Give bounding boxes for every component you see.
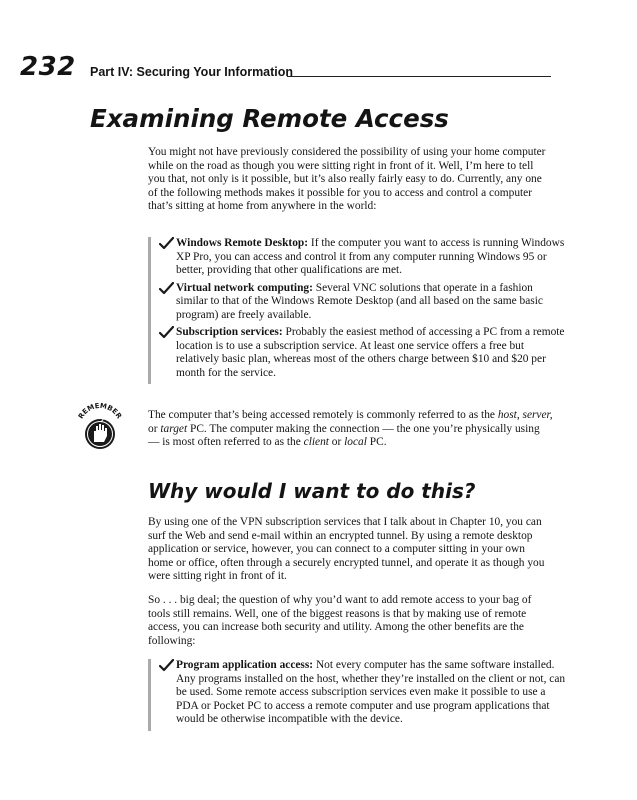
check-mark-icon xyxy=(159,326,174,339)
check-mark-icon xyxy=(159,659,174,672)
check-mark-icon xyxy=(159,282,174,295)
why-paragraph-1: By using one of the VPN subscription services that I talk about in Chapter 10, you can surf the Web and send e-mail within an encrypted tunnel. By using a remote desktop application or service, however, you can connect to a computer sitting in your own home or office, often through a securely encrypted tunnel, and operate it as though you were sitting right in front of it. xyxy=(148,516,545,582)
list-item xyxy=(159,282,566,323)
running-head: Part IV: Securing Your Information xyxy=(90,65,294,79)
why-paragraph-2: So . . . big deal; the question of why you’d want to add remote access to your bag of tools still remains. Well, one of the biggest reasons is that by making use of remote access, you can increase both security and utility. Among the other benefits are the following: xyxy=(148,594,532,647)
list-item-text: If the computer you want to access is running Windows XP Pro, you can access and control it from any computer running Windows 95 or better, providing that other qualifications are met. xyxy=(176,237,565,276)
section-heading-why: Why would I want to do this? xyxy=(148,479,476,503)
intro-paragraph: You might not have previously considered the possibility of using your home computer while on the road as though you were sitting right in front of it. Well, I’m here to tell you that, not only is it possible, but it’s also really fairly easy to do. Currently, any one of the following methods makes it possible for you to access and control a computer that’s sitting at home from anywhere in the world: xyxy=(148,146,546,212)
remember-em-host: host, server, xyxy=(497,409,553,421)
list-item-text: Not every computer has the same software installed. Any programs installed on the host, whether they’re installed on the client or not, can be used. Some remote access subscription services even make it possible to use a PDA or Pocket PC to access a remote computer and use program applications that would be otherwise incompatible with the device. xyxy=(176,659,566,725)
list-item-text: Probably the easiest method of accessing a PC from a remote location is to use a subscription service. At least one service offers a free but relatively basic plan, whereas most of the others charge between $10 and $20 per month for the service. xyxy=(176,326,565,379)
remember-text-3: PC. The computer making the connection — the one you’re physically using — is most often referred to as the xyxy=(148,422,540,448)
check-mark-icon xyxy=(159,237,174,250)
benefits-list xyxy=(148,659,566,731)
remember-text-1: The computer that’s being accessed remotely is commonly referred to as the xyxy=(148,409,498,421)
remember-paragraph xyxy=(148,409,553,450)
list-item-term: Virtual network computing: xyxy=(176,281,313,294)
remember-text-2: or xyxy=(148,422,161,435)
page-number: 232 xyxy=(20,52,76,82)
remember-em-local: local xyxy=(344,436,367,448)
section-heading-remote-access: Examining Remote Access xyxy=(90,104,449,133)
remember-em-client: client xyxy=(303,436,329,448)
list-item xyxy=(159,237,566,278)
list-item-text: Several VNC solutions that operate in a fashion similar to that of the Windows Remote Desktop (and all based on the same basic program) are freely available. xyxy=(176,281,543,321)
svg-text:REMEMBER xyxy=(77,402,124,421)
list-item xyxy=(159,326,566,380)
remember-text-4: or xyxy=(328,436,345,448)
remember-em-target: target xyxy=(160,422,188,435)
remember-text-5: PC. xyxy=(366,436,387,448)
list-item xyxy=(159,659,566,727)
list-item-term: Subscription services: xyxy=(176,326,283,338)
methods-list xyxy=(148,237,566,384)
header-rule xyxy=(287,76,551,77)
remember-hand-icon xyxy=(72,398,128,454)
list-item-term: Program application access: xyxy=(176,659,314,671)
remember-icon-label: REMEMBER xyxy=(76,401,124,421)
list-item-term: Windows Remote Desktop: xyxy=(176,237,309,249)
